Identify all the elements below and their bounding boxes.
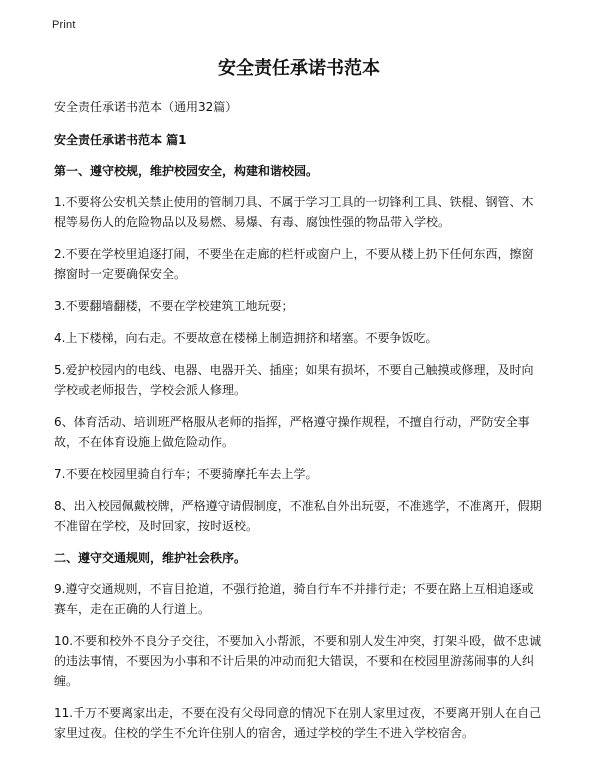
chapter-heading: 安全责任承诺书范本 篇1 [54,133,187,147]
rule-item-2: 2.不要在学校里追逐打闹，不要坐在走廊的栏杆或窗户上，不要从楼上扔下任何东西，擦窗擦窗时一定要确保安全。 [54,247,534,281]
rule-item-6: 6、体育活动、培训班严格服从老师的指挥，严格遵守操作规程，不擅自行动，严防安全事故，不在体育设施上做危险动作。 [54,415,530,449]
rule-item-8: 8、出入校园佩戴校牌，严格遵守请假制度，不准私自外出玩耍，不准逃学，不准离开，假期不准留在学校，及时回家，按时返校。 [54,499,542,533]
rule-item-5: 5.爱护校园内的电线、电器、电器开关、插座；如果有损坏，不要自己触摸或修理，及时向学校或老师报告，学校会派人修理。 [54,363,534,397]
rule-item-3: 3.不要翻墙翻楼，不要在学校建筑工地玩耍； [54,299,294,313]
section-heading-2: 二、遵守交通规则，维护社会秩序。 [54,551,247,565]
rule-item-1: 1.不要将公安机关禁止使用的管制刀具、不属于学习工具的一切锋利工具、铁棍、钢管、木棍等易伤人的危险物品以及易燃、易爆、有毒、腐蚀性强的物品带入学校。 [54,195,534,229]
document-title: 安全责任承诺书范本 [218,58,380,79]
section-heading-1: 第一、遵守校规，维护校园安全，构建和谐校园。 [54,164,319,178]
rule-item-11: 11.千万不要离家出走，不要在没有父母同意的情况下在别人家里过夜，不要离开别人在自己家里过夜。住校的学生不允许住别人的宿舍，通过学校的学生不进入学校宿舍。 [54,706,542,740]
rule-item-4: 4.上下楼梯，向右走。不要故意在楼梯上制造拥挤和堵塞。不要争饭吃。 [54,331,438,345]
print-label[interactable]: Print [52,19,76,31]
rule-item-7: 7.不要在校园里骑自行车；不要骑摩托车去上学。 [54,467,318,481]
rule-item-10: 10.不要和校外不良分子交往，不要加入小帮派，不要和别人发生冲突，打架斗殴，做不忠诚的违法事情，不要因为小事和不计后果的冲动而犯大错误，不要和在校园里游荡闹事的人纠缠。 [54,634,542,688]
document-subtitle: 安全责任承诺书范本（通用32篇） [54,100,238,114]
rule-item-9: 9.遵守交通规则，不盲目抢道，不强行抢道，骑自行车不并排行走；不要在路上互相追逐或赛车，走在正确的人行道上。 [54,582,534,616]
